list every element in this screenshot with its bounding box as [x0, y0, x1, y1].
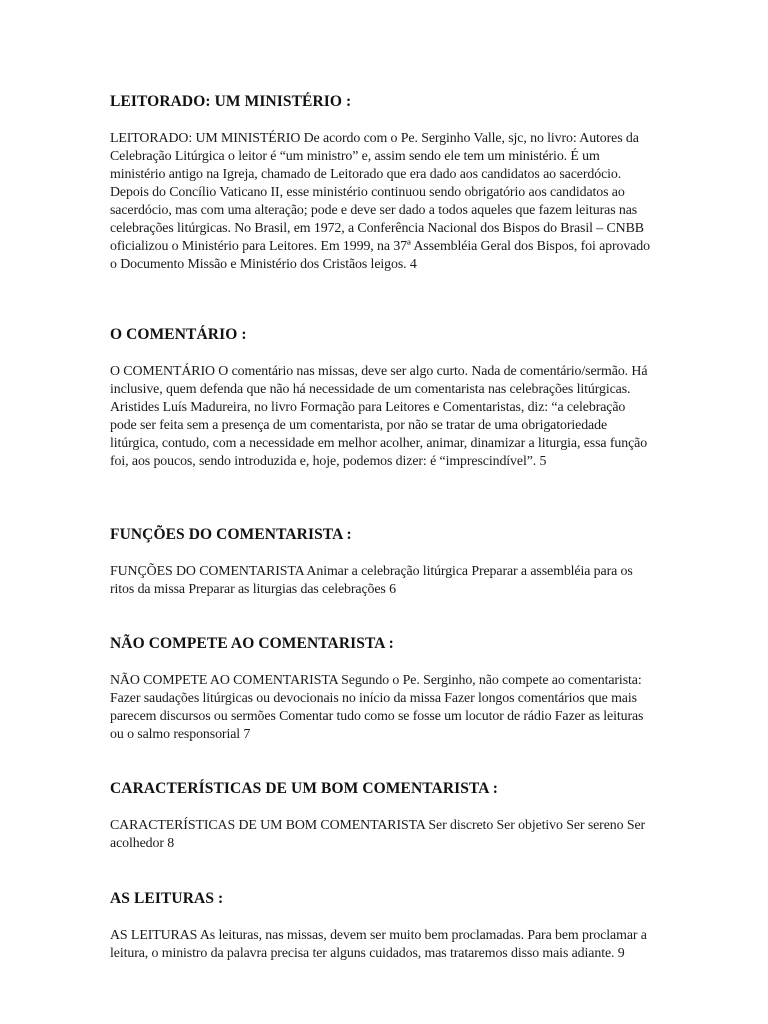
section-heading: LEITORADO: UM MINISTÉRIO : — [110, 93, 352, 110]
section-comentario — [110, 326, 655, 471]
section-body: FUNÇÕES DO COMENTARISTA Animar a celebração litúrgica Preparar a assembléia para os ritos da missa Preparar as liturgias das celebrações 6 — [110, 564, 633, 597]
section-body: AS LEITURAS As leituras, nas missas, devem ser muito bem proclamadas. Para bem proclamar a leitura, o ministro da palavra precisa ter alguns cuidados, mas trataremos disso mais adiante. 9 — [110, 928, 647, 961]
section-nao-compete — [110, 635, 655, 744]
section-leituras — [110, 890, 655, 963]
section-heading: CARACTERÍSTICAS DE UM BOM COMENTARISTA : — [110, 780, 498, 797]
section-body: LEITORADO: UM MINISTÉRIO De acordo com o Pe. Serginho Valle, sjc, no livro: Autores da Celebração Litúrgica o leitor é “um ministro” e, assim sendo ele tem um ministério. É um ministério antigo na Igreja, chamado de Leitorado que era dado aos candidatos ao sacerdócio. Depois do Concílio Vaticano II, esse ministério continuou sendo obrigatório aos candidatos ao sacerdócio, mas com uma alteração; pode e deve ser dado a todos aqueles que fazem leituras nas celebrações litúrgicas. No Brasil, em 1972, a Conferência Nacional dos Bispos do Brasil – CNBB oficializou o Ministério para Leitores. Em 1999, na 37ª Assembléia Geral dos Bispos, foi aprovado o Documento Missão e Ministério dos Cristãos leigos. 4 — [110, 131, 650, 272]
section-leitorado — [110, 93, 655, 274]
section-heading: AS LEITURAS : — [110, 890, 224, 907]
section-caracteristicas — [110, 780, 655, 853]
section-body: CARACTERÍSTICAS DE UM BOM COMENTARISTA Ser discreto Ser objetivo Ser sereno Ser acolhedor 8 — [110, 818, 646, 851]
section-body: NÃO COMPETE AO COMENTARISTA Segundo o Pe. Serginho, não compete ao comentarista: Fazer saudações litúrgicas ou devocionais no início da missa Fazer longos comentários que mais parecem discursos ou sermões Comentar tudo como se fosse um locutor de rádio Fazer as leituras ou o salmo responsorial 7 — [110, 673, 644, 742]
section-heading: FUNÇÕES DO COMENTARISTA : — [110, 526, 352, 543]
section-funcoes — [110, 526, 655, 599]
section-body: O COMENTÁRIO O comentário nas missas, deve ser algo curto. Nada de comentário/sermão. Há inclusive, quem defenda que não há necessidade de um comentarista nas celebrações litúrgicas. Aristides Luís Madureira, no livro Formação para Leitores e Comentaristas, diz: “a celebração pode ser feita sem a presença de um comentarista, por não se tratar de uma obrigatoriedade litúrgica, contudo, com a necessidade em melhor acolher, animar, dinamizar a liturgia, essa função foi, aos poucos, sendo introduzida e, hoje, podemos dizer: é “imprescindível”. 5 — [110, 364, 648, 469]
section-heading: O COMENTÁRIO : — [110, 326, 247, 343]
section-heading: NÃO COMPETE AO COMENTARISTA : — [110, 635, 394, 652]
